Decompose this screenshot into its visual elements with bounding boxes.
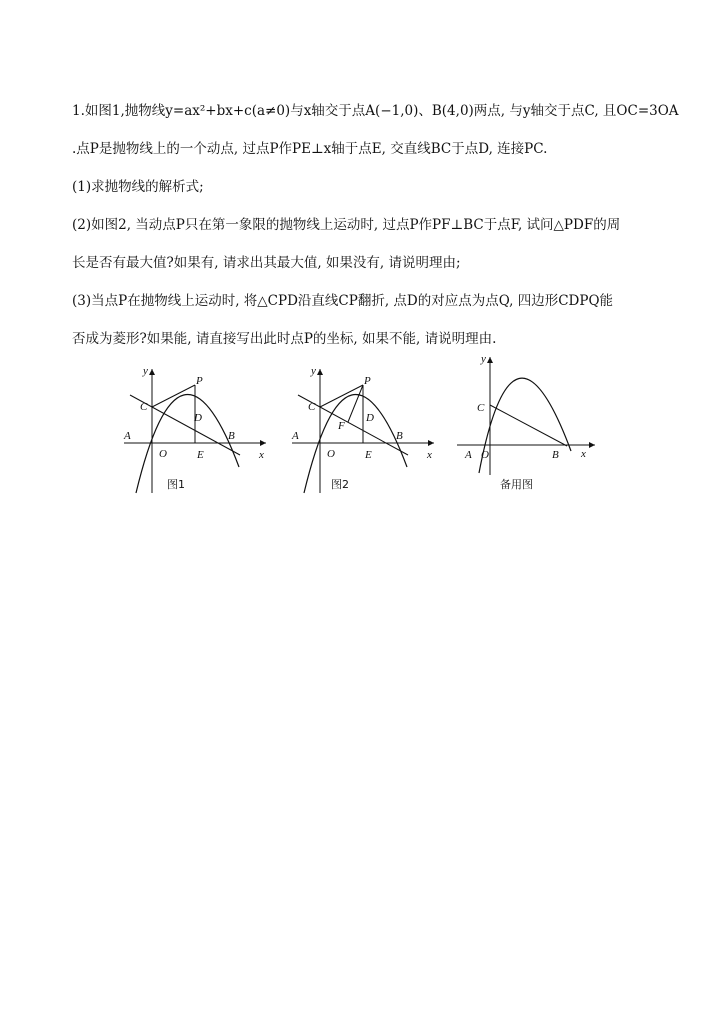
parabola [304, 395, 407, 493]
label-b: B [552, 449, 559, 461]
label-y: y [143, 365, 148, 377]
figure-1 [118, 355, 278, 509]
label-e: E [365, 449, 372, 461]
label-o: O [159, 448, 167, 460]
label-x: x [259, 449, 264, 461]
label-a: A [465, 449, 472, 461]
figure-2 [286, 355, 446, 509]
label-a: A [292, 430, 299, 442]
segment-pc [320, 385, 363, 407]
question-part-3-line-1: (3)当点P在抛物线上运动时, 将△CPD沿直线CP翻折, 点D的对应点为点Q, 四边形CDPQ能 [72, 293, 614, 309]
label-d: D [194, 412, 202, 424]
figure-2-diagram [286, 355, 446, 505]
figure-3 [453, 355, 603, 509]
figure-3-diagram [453, 355, 603, 505]
label-d: D [366, 412, 374, 424]
label-c: C [308, 401, 316, 413]
figure-2-caption: 图2 [331, 478, 349, 491]
label-c: C [477, 402, 485, 414]
segment-pf [348, 385, 363, 422]
label-a: A [124, 430, 131, 442]
label-x: x [581, 448, 586, 460]
label-o: O [327, 448, 335, 460]
question-part-2-line-2: 长是否有最大值?如果有, 请求出其最大值, 如果没有, 请说明理由; [72, 255, 461, 271]
label-c: C [140, 401, 148, 413]
figure-1-diagram [118, 355, 278, 505]
label-b: B [228, 430, 235, 442]
label-y: y [311, 365, 316, 377]
problem-line-2: .点P是抛物线上的一个动点, 过点P作PE⊥x轴于点E, 交直线BC于点D, 连接PC. [72, 141, 548, 157]
y-axis-arrow [487, 357, 493, 363]
question-part-2-line-1: (2)如图2, 当动点P只在第一象限的抛物线上运动时, 过点P作PF⊥BC于点F, 试问△PDF的周 [72, 217, 621, 233]
label-x: x [427, 449, 432, 461]
parabola [136, 395, 239, 493]
label-o: O [481, 449, 489, 461]
label-e: E [197, 449, 204, 461]
label-b: B [396, 430, 403, 442]
line-bc [490, 405, 567, 446]
x-axis-arrow [428, 440, 434, 446]
label-y: y [481, 355, 486, 365]
label-f: F [338, 420, 345, 432]
label-p: P [364, 375, 371, 387]
x-axis-arrow [589, 442, 595, 448]
question-part-3-line-2: 否成为菱形?如果能, 请直接写出此时点P的坐标, 如果不能, 请说明理由. [72, 331, 497, 347]
segment-pc [152, 385, 195, 407]
y-axis-arrow [317, 369, 323, 375]
label-p: P [196, 375, 203, 387]
x-axis-arrow [260, 440, 266, 446]
figure-3-caption: 备用图 [500, 478, 533, 491]
figures-row [118, 355, 608, 505]
problem-text [72, 92, 679, 358]
figure-1-caption: 图1 [167, 478, 185, 491]
problem-line-1: 1.如图1,抛物线y=ax²+bx+c(a≠0)与x轴交于点A(−1,0)、B(4,0)两点, 与y轴交于点C, 且OC=3OA [72, 103, 679, 119]
y-axis-arrow [149, 369, 155, 375]
question-part-1: (1)求抛物线的解析式; [72, 179, 204, 195]
